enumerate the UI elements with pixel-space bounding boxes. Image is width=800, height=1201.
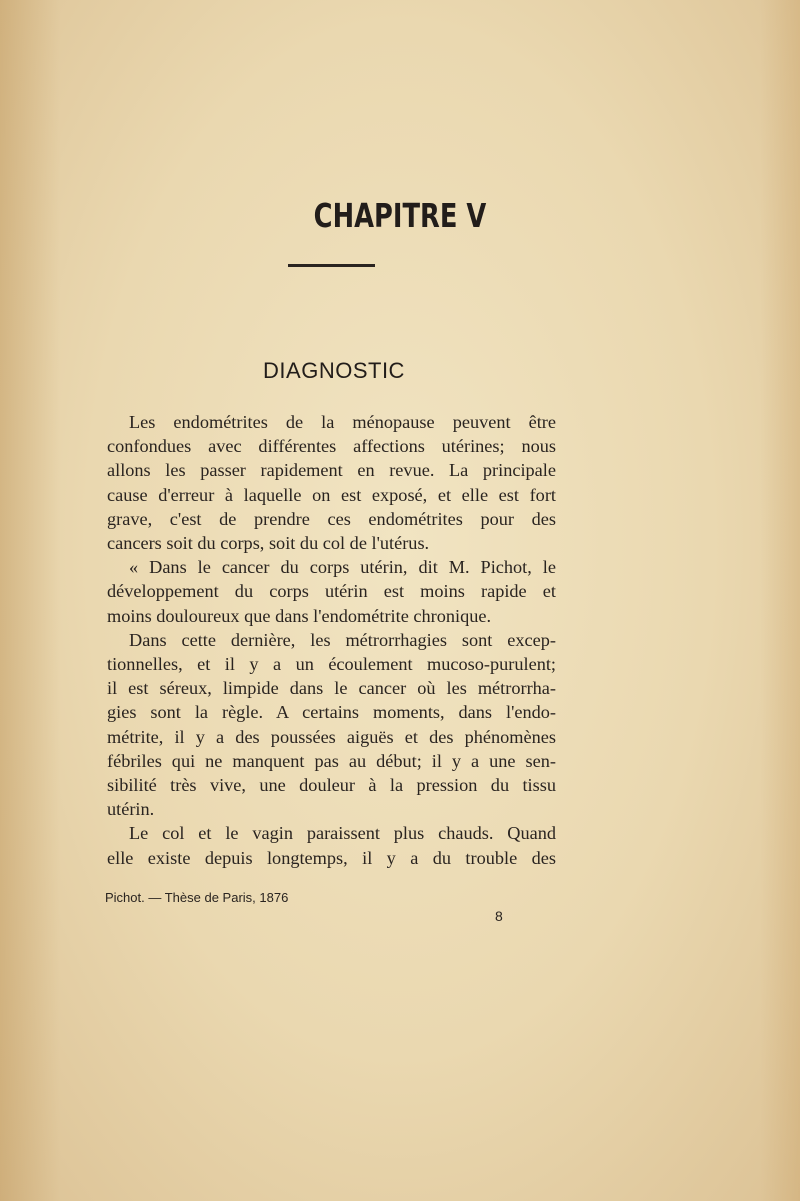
section-title: DIAGNOSTIC	[263, 358, 405, 383]
text-line: Le col et le vagin paraissent plus chauds. Quand	[129, 823, 556, 844]
text-line: moins douloureux que dans l'endométrite chronique.	[107, 605, 492, 626]
text-line: sibilité très vive, une douleur à la pression du tissu	[107, 775, 556, 796]
text-line: fébriles qui ne manquent pas au début; il y a une sen-	[107, 750, 556, 771]
chapter-title: CHAPITRE V	[313, 196, 487, 235]
body-text	[107, 410, 556, 870]
text-line: tionnelles, et il y a un écoulement mucoso-purulent;	[107, 654, 556, 675]
text-line: grave, c'est de prendre ces endométrites pour des	[107, 508, 556, 529]
text-line: utérin.	[107, 799, 155, 820]
text-line: cancers soit du corps, soit du col de l'utérus.	[107, 533, 430, 554]
text-line: « Dans le cancer du corps utérin, dit M. Pichot, le	[129, 557, 556, 578]
text-line: elle existe depuis longtemps, il y a du trouble des	[107, 847, 556, 868]
text-line: confondues avec différentes affections utérines; nous	[107, 436, 556, 457]
text-line: cause d'erreur à laquelle on est exposé, et elle est fort	[107, 484, 556, 505]
page-shadow-left	[0, 0, 60, 1201]
text-line: Dans cette dernière, les métrorrhagies sont excep-	[129, 629, 556, 650]
text-line: allons les passer rapidement en revue. La principale	[107, 460, 556, 481]
text-line: gies sont la règle. A certains moments, dans l'endo-	[107, 702, 556, 723]
text-line: il est séreux, limpide dans le cancer où les métrorrha-	[107, 678, 556, 699]
footnote: Pichot. — Thèse de Paris, 1876	[105, 890, 289, 905]
text-line: développement du corps utérin est moins rapide et	[107, 581, 556, 602]
title-rule	[288, 264, 375, 267]
page-number: 8	[495, 908, 503, 924]
text-line: métrite, il y a des poussées aiguës et des phénomènes	[107, 726, 556, 747]
text-line: Les endométrites de la ménopause peuvent être	[129, 412, 556, 432]
page-shadow-right	[760, 0, 800, 1201]
